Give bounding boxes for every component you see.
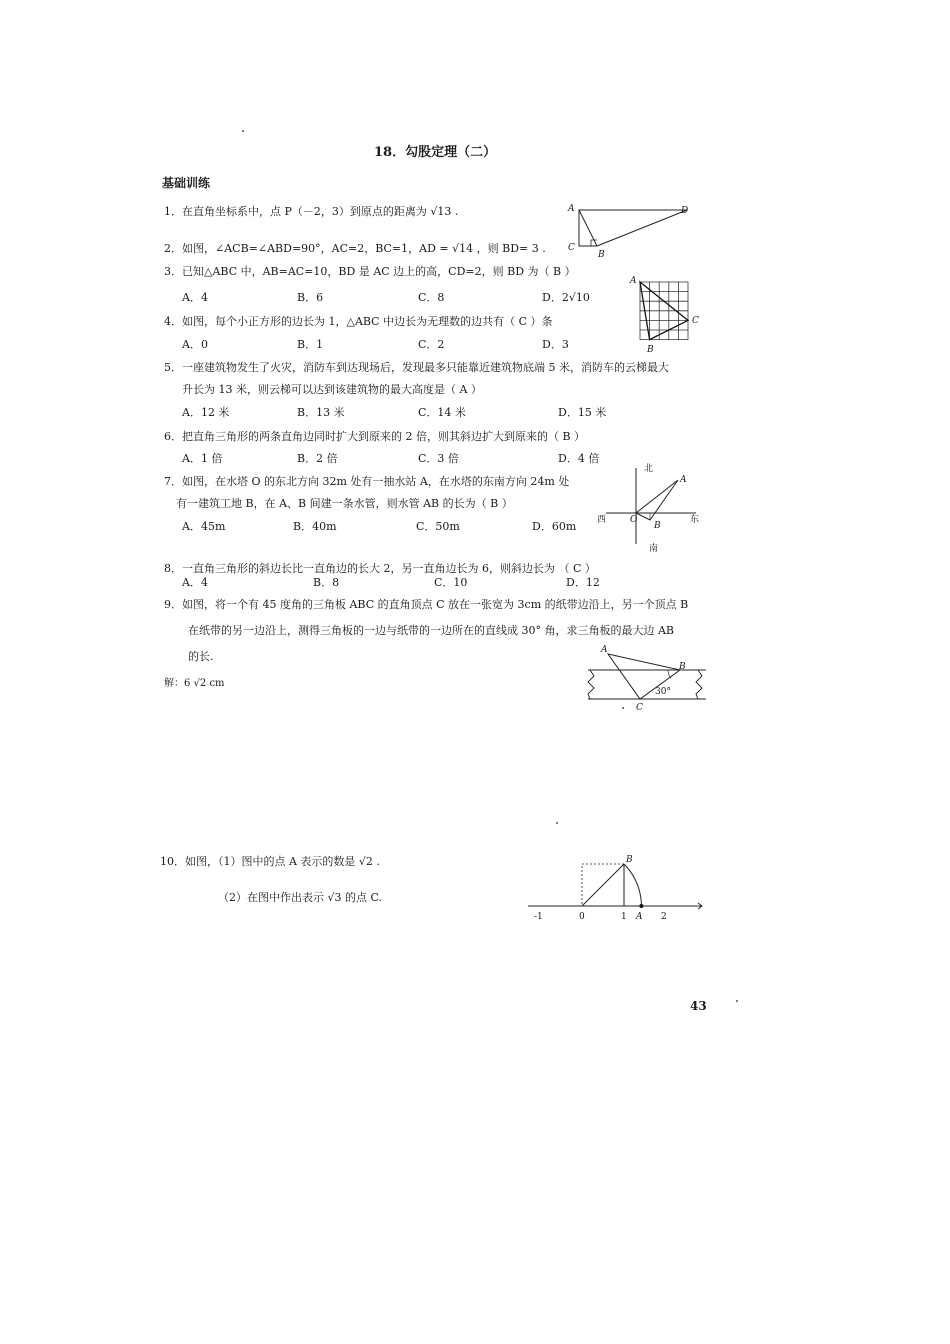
fig10-b: B — [626, 855, 633, 865]
figure-q1-triangle — [567, 200, 697, 258]
fig1-label-c: C — [568, 243, 575, 253]
q5-option-c: C．14 米 — [418, 406, 466, 419]
fig9-a: A — [601, 645, 608, 655]
fig10-tick-2: 2 — [661, 912, 667, 922]
q7-option-c: C．50m — [416, 520, 460, 533]
q3-option-b: B．6 — [297, 291, 324, 304]
q8-option-d: D．12 — [566, 576, 600, 589]
q3-option-d: D．2√10 — [542, 291, 590, 304]
section-heading: 基础训练 — [162, 176, 211, 190]
question-5-line-2: 升长为 13 米，则云梯可以达到该建筑物的最大高度是（ A ） — [182, 383, 482, 396]
figure-q10-number-line — [524, 850, 708, 925]
fig1-label-b: B — [598, 250, 605, 260]
figure-q4-grid — [628, 274, 708, 358]
fig9-c: C — [636, 703, 643, 713]
q8-option-b: B．8 — [313, 576, 340, 589]
q6-option-c: C．3 倍 — [418, 452, 459, 465]
fig4-label-c: C — [692, 316, 699, 326]
page-number: 43 — [690, 999, 707, 1013]
question-10-line-1: 10．如图，（1）图中的点 A 表示的数是 √2 . — [160, 855, 380, 868]
q5-option-a: A．12 米 — [182, 406, 230, 419]
question-9-line-3: 的长. — [188, 650, 214, 663]
q6-option-a: A．1 倍 — [182, 452, 223, 465]
fig10-tick-minus1: -1 — [534, 912, 543, 922]
question-10-line-2: （2）在图中作出表示 √3 的点 C. — [218, 891, 383, 904]
fig10-tick-0: 0 — [579, 912, 585, 922]
fig7-west: 西 — [597, 515, 607, 525]
fig7-east: 东 — [690, 515, 700, 525]
figure-q7-compass — [594, 460, 704, 555]
q7-option-b: B．40m — [293, 520, 337, 533]
question-1: 1．在直角坐标系中，点 P（－2，3）到原点的距离为 √13 . — [164, 205, 459, 218]
fig7-o: O — [630, 515, 638, 525]
q3-option-c: C．8 — [418, 291, 445, 304]
fig7-south: 南 — [649, 544, 659, 554]
question-2: 2．如图，∠ACB=∠ABD=90°，AC=2，BC=1，AD = √14 ，则 BD= 3 . — [164, 242, 546, 255]
q4-option-d: D．3 — [542, 338, 569, 351]
fig4-label-b: B — [647, 345, 654, 355]
fig1-label-a: A — [568, 204, 575, 214]
q8-option-a: A．4 — [182, 576, 208, 589]
fig10-tick-1: 1 — [621, 912, 627, 922]
fig4-label-a: A — [630, 276, 637, 286]
q6-option-d: D．4 倍 — [558, 452, 600, 465]
q3-option-a: A．4 — [182, 291, 208, 304]
figure-q9-strip — [584, 642, 710, 714]
q4-option-b: B．1 — [297, 338, 324, 351]
scan-speck — [242, 130, 244, 132]
fig1-label-d: D — [681, 206, 689, 216]
fig9-b: B — [679, 662, 686, 672]
q8-option-c: C．10 — [434, 576, 468, 589]
question-3: 3．已知△ABC 中，AB=AC=10，BD 是 AC 边上的高，CD=2，则 BD 为（ B ） — [164, 265, 576, 278]
question-9-line-1: 9．如图，将一个有 45 度角的三角板 ABC 的直角顶点 C 放在一张宽为 3cm 的纸带边沿上，另一个顶点 B — [164, 598, 689, 611]
scan-speck — [556, 822, 558, 824]
q7-option-a: A．45m — [182, 520, 226, 533]
fig7-north: 北 — [644, 464, 654, 474]
fig10-a: A — [636, 912, 643, 922]
page-title: 18．勾股定理（二） — [374, 145, 497, 160]
question-6: 6．把直角三角形的两条直角边同时扩大到原来的 2 倍，则其斜边扩大到原来的（ B ） — [164, 430, 586, 443]
q4-option-c: C．2 — [418, 338, 445, 351]
question-9-line-2: 在纸带的另一边沿上，测得三角板的一边与纸带的一边所在的直线成 30° 角，求三角板的最大边 AB — [188, 624, 675, 637]
question-7-line-1: 7．如图，在水塔 O 的东北方向 32m 处有一抽水站 A，在水塔的东南方向 24m 处 — [164, 475, 570, 488]
q7-option-d: D．60m — [532, 520, 577, 533]
fig7-b: B — [654, 521, 661, 531]
question-7-line-2: 有一建筑工地 B，在 A、B 间建一条水管，则水管 AB 的长为（ B ） — [176, 497, 513, 510]
q4-option-a: A．0 — [182, 338, 208, 351]
question-5-line-1: 5．一座建筑物发生了火灾，消防车到达现场后，发现最多只能靠近建筑物底端 5 米，消防车的云梯最大 — [164, 361, 669, 374]
q5-option-d: D．15 米 — [558, 406, 607, 419]
scan-speck — [622, 707, 624, 709]
scan-speck — [736, 1000, 738, 1002]
fig7-a: A — [680, 475, 687, 485]
q9-answer: 解：6 √2 cm — [164, 678, 225, 689]
q5-option-b: B．13 米 — [297, 406, 345, 419]
question-4: 4．如图，每个小正方形的边长为 1，△ABC 中边长为无理数的边共有（ C ）条 — [164, 315, 553, 328]
question-8: 8．一直角三角形的斜边长比一直角边的长大 2，另一直角边长为 6，则斜边长为 （ C ） — [164, 562, 596, 575]
q6-option-b: B．2 倍 — [297, 452, 338, 465]
fig9-angle: 30° — [655, 687, 671, 697]
